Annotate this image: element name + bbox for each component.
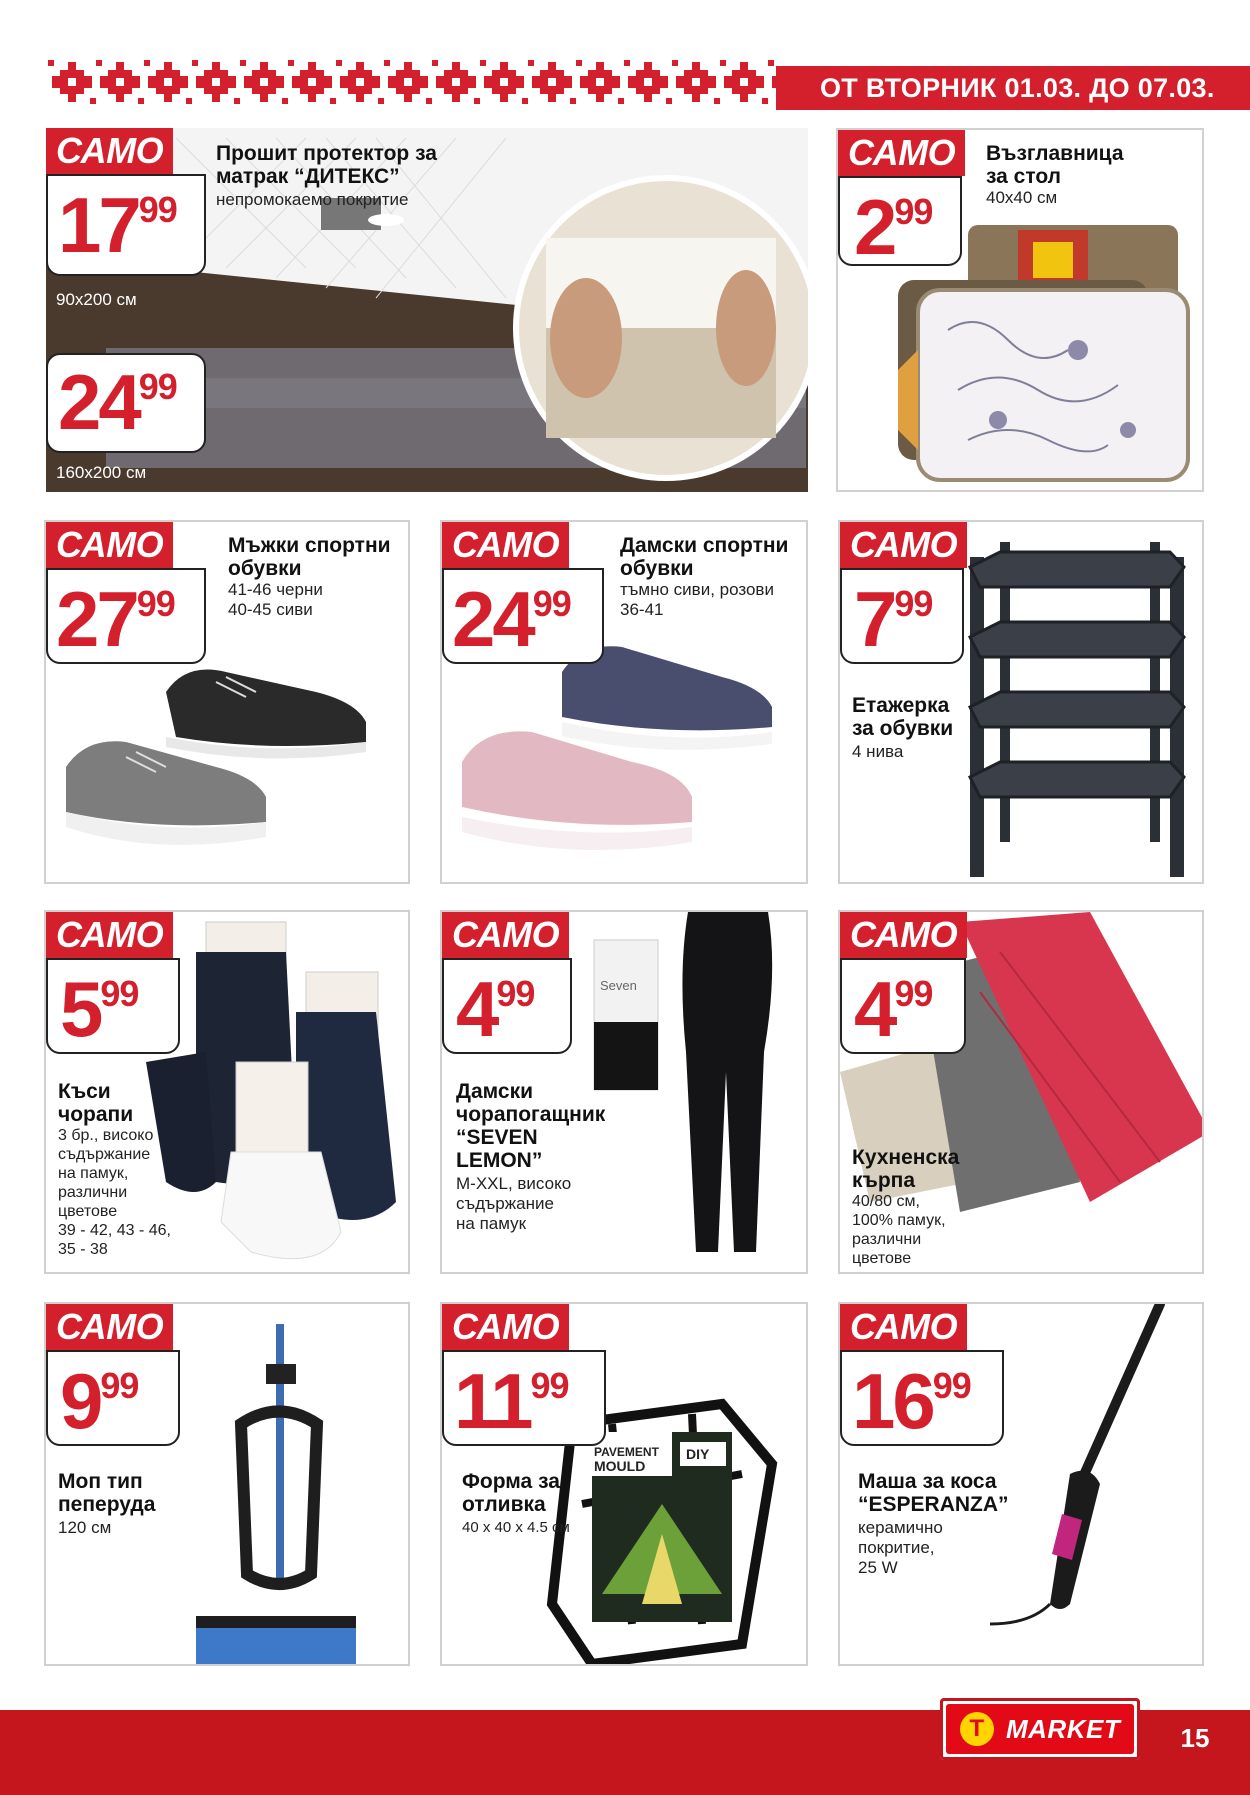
samo-badge: САМО: [46, 1304, 173, 1350]
product-title: Кухненска кърпа: [852, 1146, 960, 1192]
size-90x200: 90x200 см: [56, 290, 137, 309]
mould-pack-badge: DIY: [686, 1446, 710, 1462]
product-title: Мъжки спортни обувки: [228, 534, 391, 580]
product-card-short-socks[interactable]: [44, 910, 410, 1274]
product-card-chair-cushion[interactable]: [836, 128, 1204, 492]
product-title: Форма за отливка: [462, 1470, 560, 1516]
product-card-mattress-protector[interactable]: [46, 128, 808, 492]
page-header: [0, 0, 1250, 120]
samo-badge: САМО: [840, 1304, 967, 1350]
product-card-butterfly-mop[interactable]: [44, 1302, 410, 1666]
product-card-tights[interactable]: [440, 910, 808, 1274]
price: 499: [840, 958, 966, 1054]
price: 799: [840, 568, 964, 664]
mould-pack-title-2: MOULD: [594, 1458, 646, 1474]
product-title: Етажерка за обувки: [852, 694, 954, 740]
product-desc: 3 бр., високо съдържание на памук, различни цветове 39 - 42, 43 - 46, 35 - 38: [58, 1127, 171, 1258]
samo-badge: САМО: [442, 522, 569, 568]
product-card-pavement-mould[interactable]: [440, 1302, 808, 1666]
product-title: Дамски чорапогащник “SEVEN LEMON”: [456, 1080, 606, 1172]
price-160x200: 2499: [46, 353, 206, 453]
product-desc: 4 нива: [852, 742, 904, 761]
mould-pack-title-1: PAVEMENT: [594, 1445, 659, 1459]
price: 2499: [442, 568, 604, 664]
product-title: Моп тип пеперуда: [58, 1470, 156, 1516]
price: 1199: [442, 1350, 606, 1446]
product-desc: 41-46 черни 40-45 сиви: [228, 580, 323, 619]
samo-badge: САМО: [840, 912, 967, 958]
tights-pack-brand: Seven: [600, 978, 637, 993]
product-title: Прошит протектор за матрак “ДИТЕКС”: [216, 142, 437, 188]
promo-date-banner: ОТ ВТОРНИК 01.03. ДО 07.03.: [776, 66, 1250, 110]
samo-badge: САМО: [442, 912, 569, 958]
product-desc: керамично покритие, 25 W: [858, 1518, 943, 1577]
price: 999: [46, 1350, 180, 1446]
product-desc: тъмно сиви, розови 36-41: [620, 580, 774, 619]
page-number: 15: [1180, 1723, 1210, 1753]
product-title: Дамски спортни обувки: [620, 534, 789, 580]
product-card-women-sport-shoes[interactable]: [440, 520, 808, 884]
samo-badge: САМО: [46, 912, 173, 958]
size-160x200: 160x200 см: [56, 463, 147, 482]
samo-badge: САМО: [46, 522, 173, 568]
t-market-logo: [940, 1698, 1140, 1760]
product-card-shoe-rack[interactable]: [838, 520, 1204, 884]
product-card-hair-curler[interactable]: [838, 1302, 1204, 1666]
product-desc: M-XXL, високо съдържание на памук: [456, 1174, 572, 1233]
price: 2799: [46, 568, 206, 664]
product-desc: непромокаемо покритие: [216, 190, 409, 209]
price: 1699: [840, 1350, 1004, 1446]
samo-badge: САМО: [46, 128, 173, 174]
price: 499: [442, 958, 572, 1054]
product-card-kitchen-towel[interactable]: [838, 910, 1204, 1274]
samo-badge: САМО: [840, 522, 967, 568]
price: 299: [838, 176, 962, 266]
product-title: Къси чорапи: [58, 1080, 134, 1126]
samo-badge: САМО: [838, 130, 965, 176]
product-desc: 40/80 см, 100% памук, различни цветове: [852, 1193, 946, 1267]
price-90x200: 1799: [46, 174, 206, 276]
samo-badge: САМО: [442, 1304, 569, 1350]
product-card-men-sport-shoes[interactable]: [44, 520, 410, 884]
product-desc: 40х40 см: [986, 188, 1058, 207]
product-title: Маша за коса “ESPERANZA”: [858, 1470, 1009, 1516]
price: 599: [46, 958, 180, 1054]
product-desc: 40 x 40 x 4.5 см: [462, 1519, 570, 1536]
logo-brand-name: MARKET: [1006, 1714, 1121, 1744]
product-title: Възглавница за стол: [986, 142, 1124, 188]
logo-t-icon: T: [960, 1712, 994, 1746]
product-desc: 120 см: [58, 1518, 112, 1537]
folk-pattern-decoration: [48, 60, 778, 104]
